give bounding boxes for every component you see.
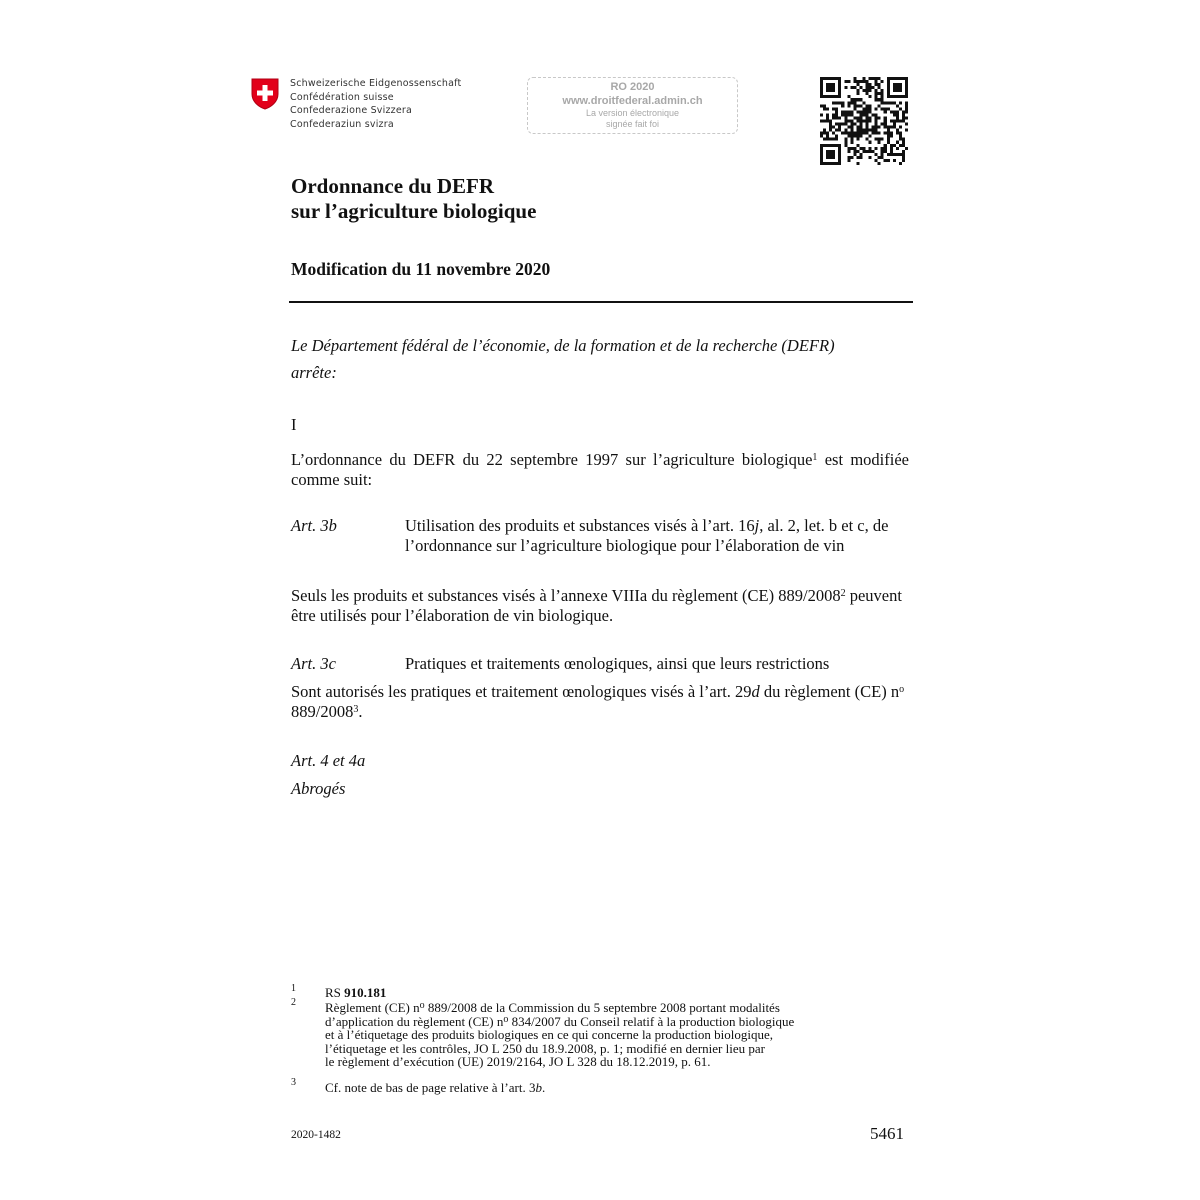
footnote-ref-2[interactable]: 2 (840, 588, 846, 599)
article-3c-paragraph (291, 682, 911, 722)
preamble (291, 332, 911, 386)
intro-text: L’ordonnance du DEFR du 22 septembre 1997 sur l’agriculture biologique (291, 450, 813, 469)
footnote-1-rs-number: 910.181 (344, 985, 387, 1000)
footnote-ref-3[interactable]: 3 (353, 704, 359, 715)
footnote-1-prefix: RS (325, 985, 345, 1000)
document-id: 2020-1482 (291, 1129, 341, 1141)
intro-paragraph (291, 450, 909, 490)
confederation-names (290, 77, 461, 131)
article-3b-heading (405, 516, 905, 556)
footnote-2-number (291, 998, 296, 1012)
modification-date: Modification du 11 novembre 2020 (291, 259, 551, 279)
confederation-fr: Confédération suisse (290, 91, 394, 103)
fn2-l1b: 889/2008 de la Commission du 5 septembre 2008 portant modalités (424, 1000, 780, 1015)
article-3b-paragraph (291, 586, 913, 626)
article-3c-text-c: 889/2008 (291, 702, 354, 721)
article-4-label: Art. 4 et 4a (291, 751, 366, 770)
footnote-3-sup: 3 (291, 1077, 296, 1088)
intro-text-end: est modifiée comme suit: (291, 450, 909, 489)
section-number: I (291, 415, 297, 434)
title-line-2: sur l’agriculture biologique (291, 199, 537, 223)
footnote-2-line-2 (325, 1015, 915, 1029)
article-3c-text-d: . (358, 702, 363, 721)
qr-code-icon (820, 77, 908, 165)
article-3c-text-b: du règlement (CE) n (759, 682, 900, 701)
swiss-coat-of-arms-icon (251, 78, 279, 110)
article-3b-text-a: Seuls les produits et substances visés à l’annexe VIIIa du règlement (CE) 889/2008 (291, 586, 841, 605)
footnote-ref-1[interactable]: 1 (812, 452, 818, 463)
ro-number: RO 2020 (610, 81, 655, 93)
article-3c-text-a: Sont autorisés les pratiques et traitement œnologiques visés à l’art. 29 (291, 682, 752, 701)
footnote-3-number (291, 1078, 296, 1092)
footnote-2-sup: 2 (291, 997, 296, 1008)
preamble-line-2: arrête: (291, 363, 337, 382)
article-3b-heading-italic: j (754, 516, 760, 535)
article-3b-text-b: peuvent être utilisés pour l’élaboration de vin biologique. (291, 586, 902, 625)
ro-note-line2: signée fait foi (605, 119, 660, 129)
footnote-1-text (325, 986, 915, 1000)
article-3b-heading-a: Utilisation des produits et substances visés à l’art. 16 (405, 516, 755, 535)
page-number: 5461 (870, 1124, 904, 1143)
fn2-l1a: Règlement (CE) n (325, 1000, 420, 1015)
confederation-de: Schweizerische Eidgenossenschaft (290, 78, 462, 89)
footnote-2-line-3: et à l’étiquetage des produits biologiques en ce qui concerne la production biologique, (325, 1027, 774, 1042)
title-divider (289, 301, 913, 303)
article-4-status: Abrogés (291, 779, 346, 798)
numero-sup: o (899, 684, 905, 695)
fn3-a: Cf. note de bas de page relative à l’art. 3 (325, 1080, 536, 1095)
fn2-l1s: o (419, 1000, 425, 1011)
article-3b-heading-b: , al. 2, let. b et c, de l’ordonnance sur l’agriculture biologique pour l’élaboration de vin (405, 516, 889, 555)
ro-url[interactable]: www.droitfederal.admin.ch (562, 95, 703, 107)
footnote-2-line-5: le règlement d’exécution (UE) 2019/2164, JO L 328 du 18.12.2019, p. 61. (325, 1054, 711, 1069)
fn3-b: . (541, 1080, 546, 1095)
article-3c-heading: Pratiques et traitements œnologiques, ainsi que leurs restrictions (405, 654, 830, 673)
confederation-it: Confederazione Svizzera (290, 105, 413, 116)
fn2-l2b: 834/2007 du Conseil relatif à la production biologique (508, 1013, 795, 1029)
footnote-1-sup: 1 (291, 983, 296, 994)
fn3-i: b (535, 1080, 542, 1095)
footnote-2-text (325, 1001, 915, 1069)
article-3c-text-italic: d (751, 682, 760, 701)
footnote-1-number (291, 984, 296, 998)
ro-note-line1: La version électronique (585, 108, 680, 118)
footnote-3-text (325, 1081, 915, 1095)
footnote-2-line-1 (325, 1001, 915, 1015)
fn2-l2a: d’application du règlement (CE) n (325, 1013, 504, 1029)
article-3c-label: Art. 3c (291, 654, 336, 673)
article-3b-label: Art. 3b (291, 516, 337, 535)
fn2-l2s: o (503, 1013, 509, 1025)
title-line-1: Ordonnance du DEFR (291, 174, 495, 198)
ro-stamp (527, 77, 738, 134)
footnote-2-line-4: l’étiquetage et les contrôles, JO L 250 du 18.9.2008, p. 1; modifié en dernier lieu par (325, 1040, 765, 1056)
confederation-rm: Confederaziun svizra (290, 118, 394, 130)
preamble-line-1: Le Département fédéral de l’économie, de la formation et de la recherche (DEFR) (291, 336, 835, 355)
document-title (291, 174, 536, 224)
